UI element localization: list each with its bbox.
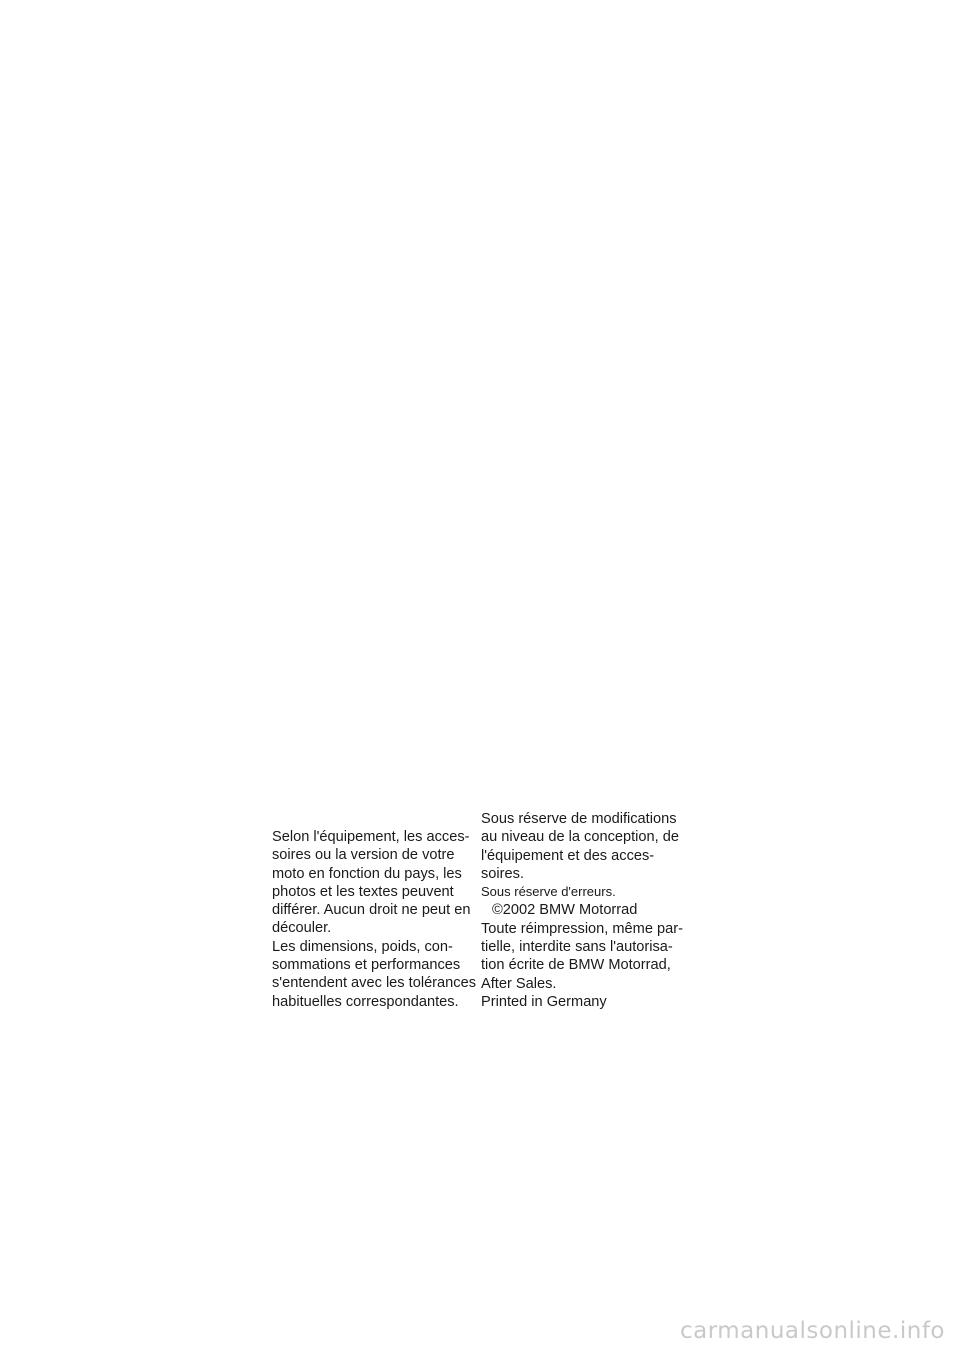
text-line: tion écrite de BMW Motorrad, (481, 957, 671, 974)
text-line: Sous réserve de modifications (481, 811, 677, 827)
text-line: s'entendent avec les tolérances (272, 975, 476, 992)
text-line: sommations et performances (272, 957, 461, 974)
errata-notice: Sous réserve d'erreurs. (481, 884, 616, 900)
text-line: l'équipement et des acces- (481, 847, 655, 864)
text-line: moto en fonction du pays, les (272, 865, 462, 882)
text-line: tielle, interdite sans l'autorisa- (481, 939, 673, 956)
text-line: photos et les textes peuvent (272, 883, 454, 900)
text-line: différer. Aucun droit ne peut en (272, 902, 471, 919)
text-line: soires ou la version de votre (272, 847, 455, 864)
text-line: Selon l'équipement, les acces- (272, 829, 470, 845)
text-line: au niveau de la conception, de (481, 829, 679, 846)
text-line: After Sales. (481, 975, 557, 992)
text-line: soires. (481, 865, 524, 882)
text-line: Toute réimpression, même par- (481, 920, 683, 937)
copyright-notice: ©2002 BMW Motorrad (492, 902, 638, 919)
text-line: habituelles correspondantes. (272, 993, 459, 1010)
text-line: découler. (272, 920, 332, 937)
copyright-text-right (481, 810, 686, 1011)
disclaimer-text-left (272, 828, 477, 1011)
watermark-text: carmanualsonline.info (679, 1318, 945, 1344)
text-line: Les dimensions, poids, con- (272, 938, 453, 955)
printed-in-notice: Printed in Germany (481, 993, 607, 1010)
